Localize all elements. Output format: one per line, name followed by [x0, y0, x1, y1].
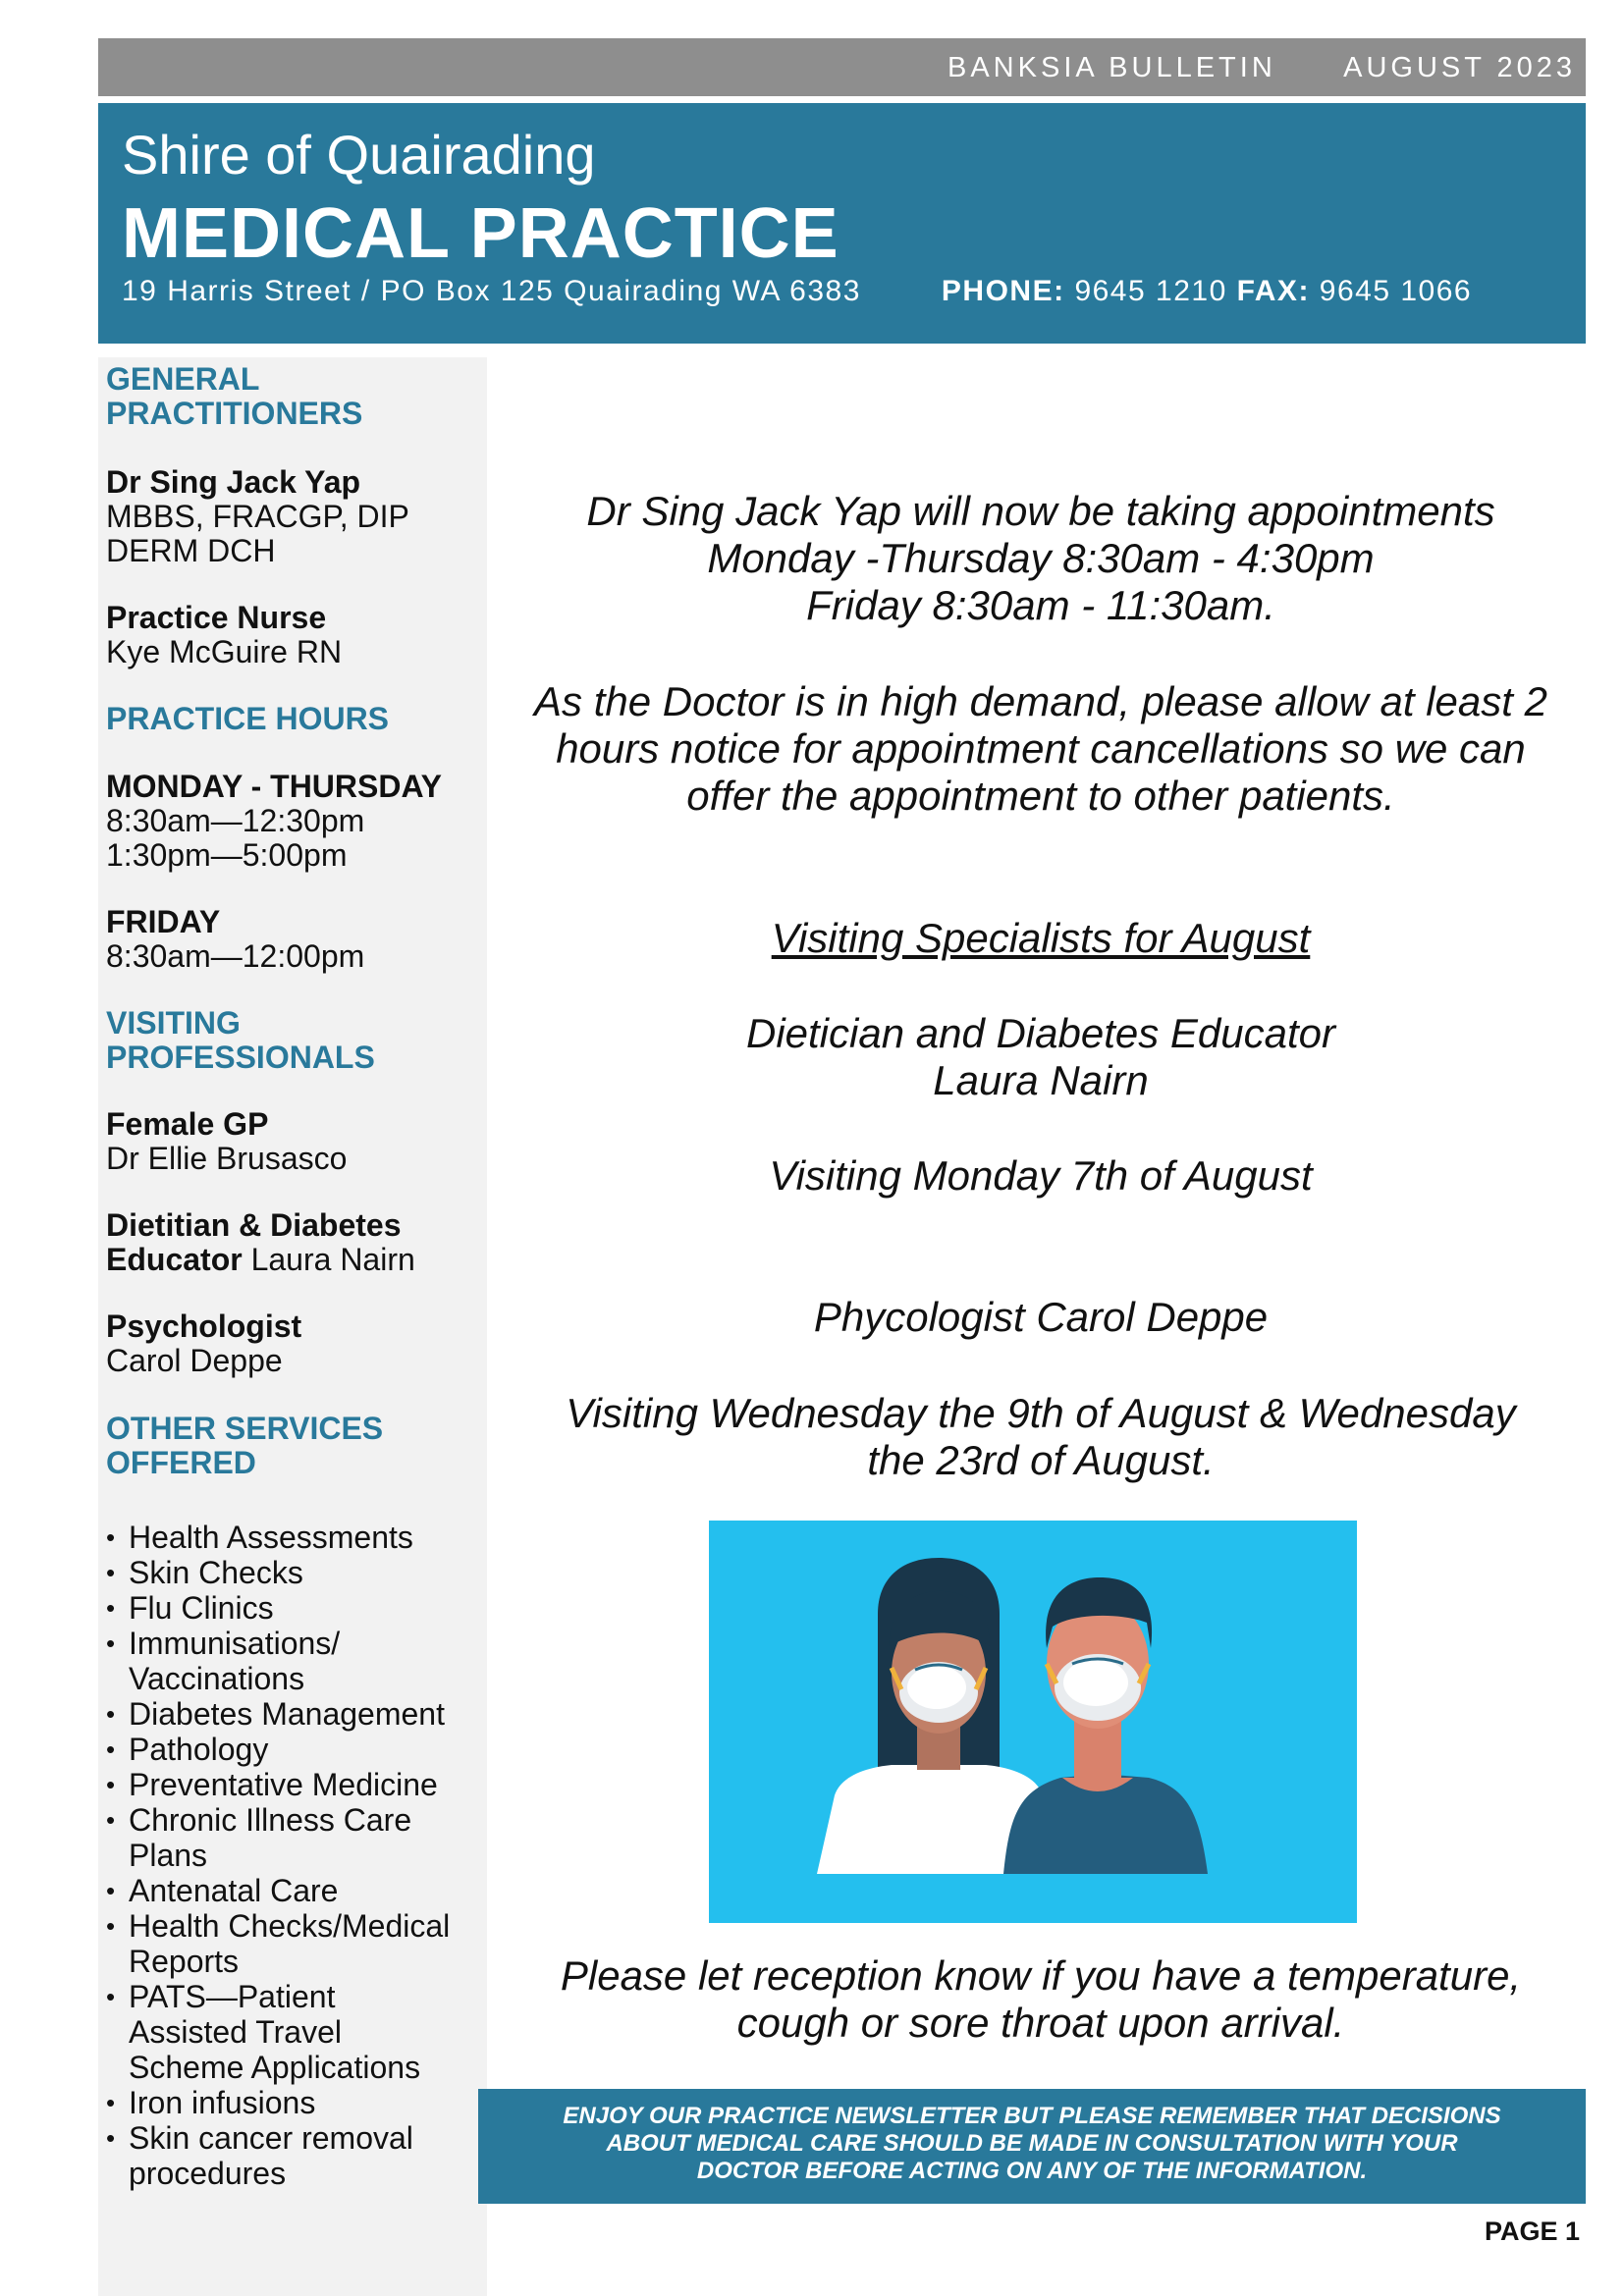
mon-thu-morning: 8:30am—12:30pm [106, 803, 365, 838]
bulletin-date: AUGUST 2023 [1343, 52, 1576, 83]
psychologist-visit-line: the 23rd of August. [867, 1437, 1215, 1483]
psychologist-visit-line: Visiting Wednesday the 9th of August & Wednesday [566, 1390, 1516, 1436]
dietician-line: Dietician and Diabetes Educator [745, 1010, 1336, 1056]
appointments-line: Monday -Thursday 8:30am - 4:30pm [707, 535, 1375, 581]
dietitian-entry [106, 1208, 415, 1277]
service-item-text: • Immunisations/ [129, 1626, 341, 1661]
service-item-text: • Pathology [129, 1732, 269, 1767]
gp-heading [106, 362, 362, 431]
service-item-text: • Health Checks/Medical [129, 1908, 451, 1944]
mon-thu-afternoon: 1:30pm—5:00pm [106, 837, 348, 873]
disclaimer-text [478, 2089, 1586, 2185]
bulletin-name: BANKSIA BULLETIN [947, 52, 1276, 83]
service-item-text: • Skin Checks [129, 1555, 303, 1590]
friday-hours: 8:30am—12:00pm [106, 938, 365, 974]
service-item-text: • Antenatal Care [129, 1873, 339, 1908]
phone-number: 9645 1210 [1074, 275, 1227, 307]
reception-line: cough or sore throat upon arrival. [736, 2000, 1345, 2046]
disclaimer-box [478, 2089, 1586, 2204]
shire-name: Shire of Quairading [122, 124, 596, 186]
service-item-text: • Preventative Medicine [129, 1767, 438, 1802]
dietitian-title: Educator [106, 1242, 243, 1277]
service-item [106, 1732, 450, 1767]
reception-line: Please let reception know if you have a temperature, [560, 1952, 1522, 1999]
female-gp-name: Dr Ellie Brusasco [106, 1141, 348, 1176]
specialists-heading [496, 915, 1586, 962]
service-item-text: Scheme Applications [129, 2050, 421, 2085]
psychologist-entry [106, 1309, 301, 1378]
female-gp-entry [106, 1107, 347, 1176]
psychologist-visit: Phycologist Carol Deppe [813, 1294, 1269, 1340]
reception-notice [496, 1952, 1586, 2047]
services-list-wrap [106, 1520, 450, 2191]
hours-mon-thu [106, 770, 442, 873]
cancellation-line: hours notice for appointment cancellations so we can [556, 725, 1526, 772]
service-item [106, 2120, 450, 2191]
visiting-heading-line: VISITING [106, 1005, 241, 1041]
psychologist-visit-dates [496, 1390, 1586, 1484]
hours-heading: PRACTICE HOURS [106, 701, 390, 736]
fax-number: 9645 1066 [1319, 275, 1473, 307]
service-item-text: Vaccinations [129, 1661, 305, 1696]
psychologist-title: Psychologist [106, 1308, 302, 1344]
woman-mask-highlight [907, 1666, 966, 1709]
friday-label: FRIDAY [106, 904, 221, 939]
dietician-visit-date: Visiting Monday 7th of August [769, 1152, 1313, 1199]
mon-thu-label: MONDAY - THURSDAY [106, 769, 442, 804]
man-mask-highlight [1063, 1659, 1128, 1706]
specialists-heading-text: Visiting Specialists for August [771, 915, 1311, 961]
masked-people-illustration [709, 1521, 1357, 1923]
doctor-qualifications: MBBS, FRACGP, DIP [106, 499, 409, 534]
doctor-entry [106, 465, 409, 568]
page-title: MEDICAL PRACTICE [122, 194, 839, 273]
service-item-text: • Health Assessments [129, 1520, 413, 1555]
service-item [106, 1979, 450, 2085]
visiting-heading-line: PROFESSIONALS [106, 1040, 375, 1075]
service-item [106, 1873, 450, 1908]
service-item-text: procedures [129, 2156, 287, 2191]
page-number: PAGE 1 [1484, 2216, 1580, 2246]
service-item-text: • Chronic Illness Care [129, 1802, 412, 1838]
services-heading-line: OFFERED [106, 1445, 256, 1480]
service-item-text: • Diabetes Management [129, 1696, 445, 1732]
disclaimer-line: DOCTOR BEFORE ACTING ON ANY OF THE INFORMATION. [696, 2158, 1368, 2184]
services-list [106, 1520, 450, 2191]
address: 19 Harris Street / PO Box 125 Quairading WA 6383 [122, 275, 861, 307]
appointments-notice [496, 488, 1586, 629]
service-item [106, 1696, 450, 1732]
appointments-line: Dr Sing Jack Yap will now be taking appointments [586, 488, 1495, 534]
nurse-entry [106, 601, 342, 669]
dietitian-title: Dietitian & Diabetes [106, 1207, 402, 1243]
female-gp-title: Female GP [106, 1106, 269, 1142]
service-item [106, 1520, 450, 1555]
phone-label: PHONE: [941, 275, 1065, 307]
services-heading-line: OTHER SERVICES [106, 1411, 384, 1446]
service-item [106, 1555, 450, 1590]
service-item-text: • PATS—Patient [129, 1979, 336, 2014]
nurse-name: Kye McGuire RN [106, 634, 343, 669]
contact-line [122, 275, 1472, 308]
appointments-line: Friday 8:30am - 11:30am. [806, 582, 1275, 628]
service-item-text: Reports [129, 1944, 240, 1979]
cancellation-line: As the Doctor is in high demand, please allow at least 2 [534, 678, 1547, 724]
services-heading [106, 1412, 383, 1480]
hours-friday [106, 905, 364, 974]
doctor-name: Dr Sing Jack Yap [106, 464, 361, 500]
disclaimer-line: ENJOY OUR PRACTICE NEWSLETTER BUT PLEASE REMEMBER THAT DECISIONS [563, 2103, 1501, 2129]
service-item [106, 1590, 450, 1626]
dietician-line: Laura Nairn [933, 1057, 1149, 1103]
nurse-title: Practice Nurse [106, 600, 327, 635]
psychologist-name: Carol Deppe [106, 1343, 283, 1378]
dietician-visit [496, 1010, 1586, 1104]
gp-heading-line: PRACTITIONERS [106, 396, 363, 431]
service-item [106, 1802, 450, 1873]
fax-label: FAX: [1236, 275, 1310, 307]
doctor-qualifications: DERM DCH [106, 533, 276, 568]
dietitian-name: Laura Nairn [242, 1242, 415, 1277]
service-item-text: Plans [129, 1838, 208, 1873]
cancellation-notice [496, 678, 1586, 820]
disclaimer-line: ABOUT MEDICAL CARE SHOULD BE MADE IN CONSULTATION WITH YOUR [606, 2130, 1458, 2157]
service-item [106, 1626, 450, 1696]
service-item [106, 2085, 450, 2120]
sidebar [98, 357, 487, 2296]
masthead [98, 103, 1586, 344]
service-item-text: • Iron infusions [129, 2085, 316, 2120]
gp-heading-line: GENERAL [106, 361, 260, 397]
visiting-heading [106, 1006, 375, 1075]
bulletin-bar [98, 38, 1586, 96]
service-item-text: • Skin cancer removal [129, 2120, 413, 2156]
service-item-text: Assisted Travel [129, 2014, 342, 2050]
service-item [106, 1767, 450, 1802]
cancellation-line: offer the appointment to other patients. [686, 773, 1395, 819]
service-item-text: • Flu Clinics [129, 1590, 274, 1626]
service-item [106, 1908, 450, 1979]
